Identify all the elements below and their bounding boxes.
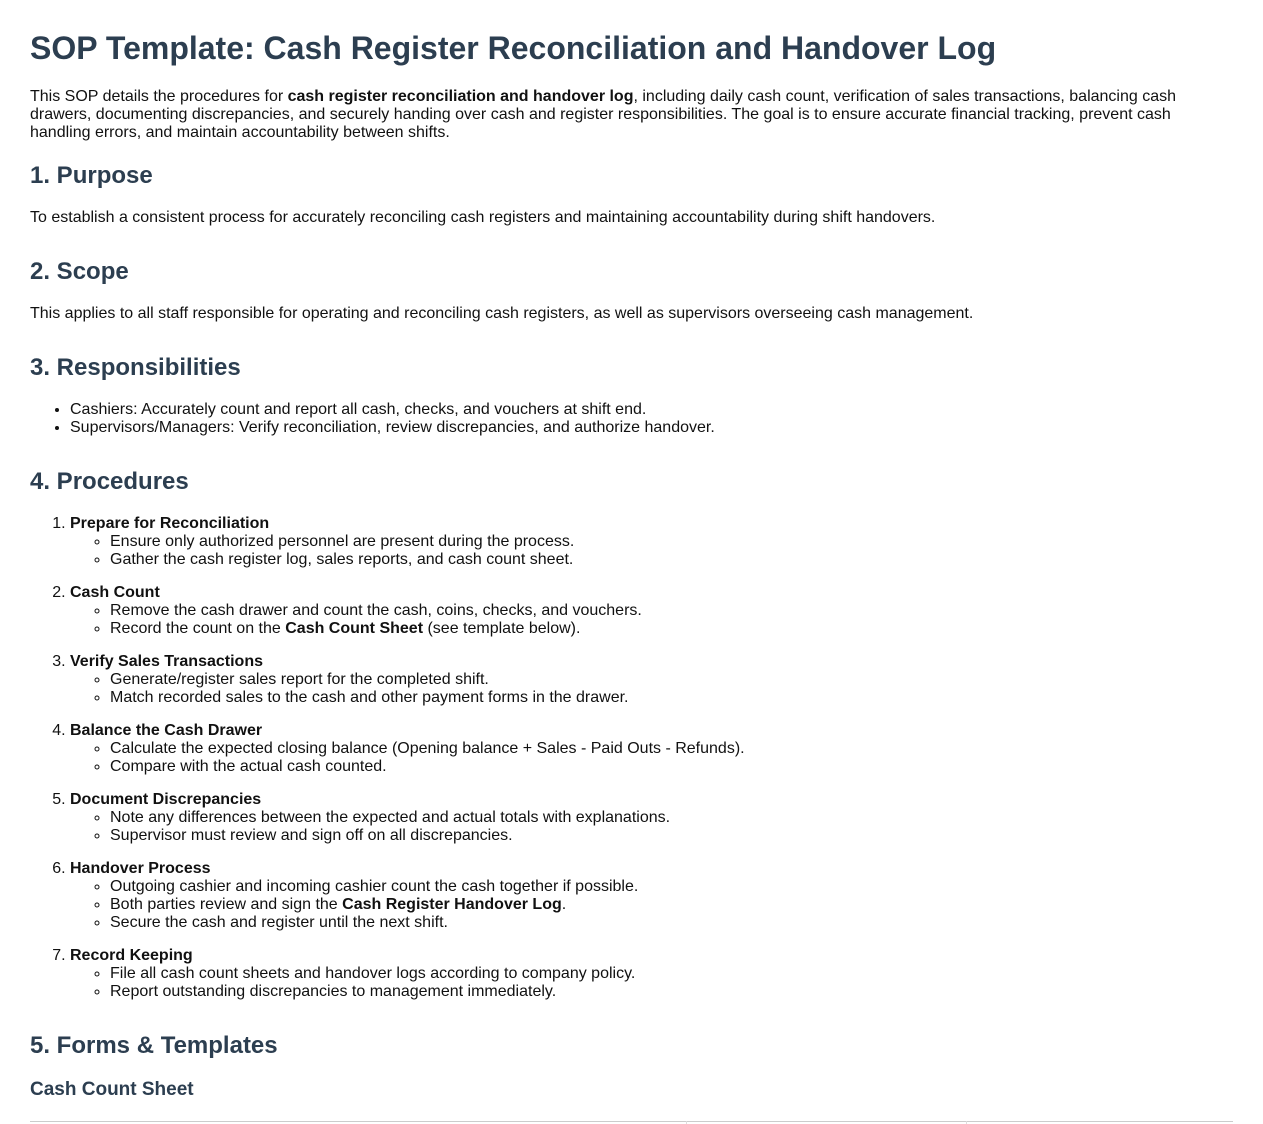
step-items	[70, 809, 1230, 845]
procedures-heading: 4. Procedures	[30, 468, 189, 495]
step-title: Document Discrepancies	[70, 791, 262, 808]
list-item: ◦ Compare with the actual cash counted.	[110, 758, 1230, 776]
list-item: ◦ Ensure only authorized personnel are present during the process.	[110, 533, 1230, 551]
list-item: ◦ Outgoing cashier and incoming cashier count the cash together if possible.	[110, 878, 1230, 896]
procedures-list	[30, 515, 1230, 1001]
section-forms	[30, 1031, 278, 1061]
list-item: ◦ Note any differences between the expected and actual totals with explanations.	[110, 809, 1230, 827]
procedure-step	[70, 584, 1230, 638]
step-title: Balance the Cash Drawer	[70, 722, 263, 739]
scope-text: This applies to all staff responsible for operating and reconciling cash registers, as well as supervisors overseeing cash management.	[30, 305, 974, 322]
list-item: ◦ Record the count on the Cash Count Sheet (see template below).	[110, 620, 1230, 638]
procedure-step	[70, 860, 1230, 932]
intro-paragraph: This SOP details the procedures for cash register reconciliation and handover log, including daily cash count, verification of sales transactions, balancing cash drawers, documenting discrepancies, and securely handing over cash and register responsibilities. The goal is to ensure accurate financial tracking, prevent cash handling errors, and maintain accountability between shifts.	[30, 88, 1177, 141]
list-item: ◦ Calculate the expected closing balance (Opening balance + Sales - Paid Outs - Refunds).	[110, 740, 1230, 758]
step-items	[70, 671, 1230, 707]
step-items	[70, 878, 1230, 932]
section-scope-body	[30, 305, 973, 323]
step-title: Handover Process	[70, 860, 211, 877]
procedure-step	[70, 653, 1230, 707]
procedure-step	[70, 947, 1230, 1001]
step-items	[70, 602, 1230, 638]
procedure-step	[70, 722, 1230, 776]
step-items	[70, 533, 1230, 569]
list-item: ◦ Both parties review and sign the Cash Register Handover Log.	[110, 896, 1230, 914]
responsibilities-heading: 3. Responsibilities	[30, 354, 241, 381]
list-item: ◦ File all cash count sheets and handover logs according to company policy.	[110, 965, 1230, 983]
responsibilities-body	[30, 401, 715, 437]
responsibilities-list	[30, 401, 715, 437]
list-item: ◦ Remove the cash drawer and count the cash, coins, checks, and vouchers.	[110, 602, 1230, 620]
list-item: • Supervisors/Managers: Verify reconciliation, review discrepancies, and authorize handover.	[70, 419, 715, 437]
procedures-body	[30, 515, 1230, 1001]
list-item: ◦ Supervisor must review and sign off on all discrepancies.	[110, 827, 1230, 845]
procedure-step	[70, 515, 1230, 569]
step-items	[70, 740, 1230, 776]
document	[30, 0, 1233, 1100]
list-item: ◦ Report outstanding discrepancies to management immediately.	[110, 983, 1230, 1001]
list-item: ◦ Generate/register sales report for the completed shift.	[110, 671, 1230, 689]
step-title: Record Keeping	[70, 947, 193, 964]
list-item: ◦ Gather the cash register log, sales reports, and cash count sheet.	[110, 551, 1230, 569]
forms-subsection	[30, 1078, 194, 1102]
purpose-text: To establish a consistent process for accurately reconciling cash registers and maintaining accountability during shift handovers.	[30, 209, 936, 226]
step-title: Cash Count	[70, 584, 160, 601]
list-item: • Cashiers: Accurately count and report all cash, checks, and vouchers at shift end.	[70, 401, 715, 419]
list-item: ◦ Match recorded sales to the cash and other payment forms in the drawer.	[110, 689, 1230, 707]
step-title: Prepare for Reconciliation	[70, 515, 270, 532]
section-procedures	[30, 467, 189, 497]
section-scope	[30, 257, 129, 287]
scope-heading: 2. Scope	[30, 258, 129, 285]
section-purpose	[30, 161, 153, 191]
procedure-step	[70, 791, 1230, 845]
cash-count-sheet-heading: Cash Count Sheet	[30, 1079, 194, 1100]
table-top-border	[30, 1121, 1233, 1122]
list-item: ◦ Secure the cash and register until the next shift.	[110, 914, 1230, 932]
step-title: Verify Sales Transactions	[70, 653, 263, 670]
section-purpose-body	[30, 209, 935, 227]
step-items	[70, 965, 1230, 1001]
section-responsibilities	[30, 353, 241, 383]
page-title: SOP Template: Cash Register Reconciliation and Handover Log	[30, 30, 997, 66]
forms-heading: 5. Forms & Templates	[30, 1032, 278, 1059]
purpose-heading: 1. Purpose	[30, 162, 153, 189]
